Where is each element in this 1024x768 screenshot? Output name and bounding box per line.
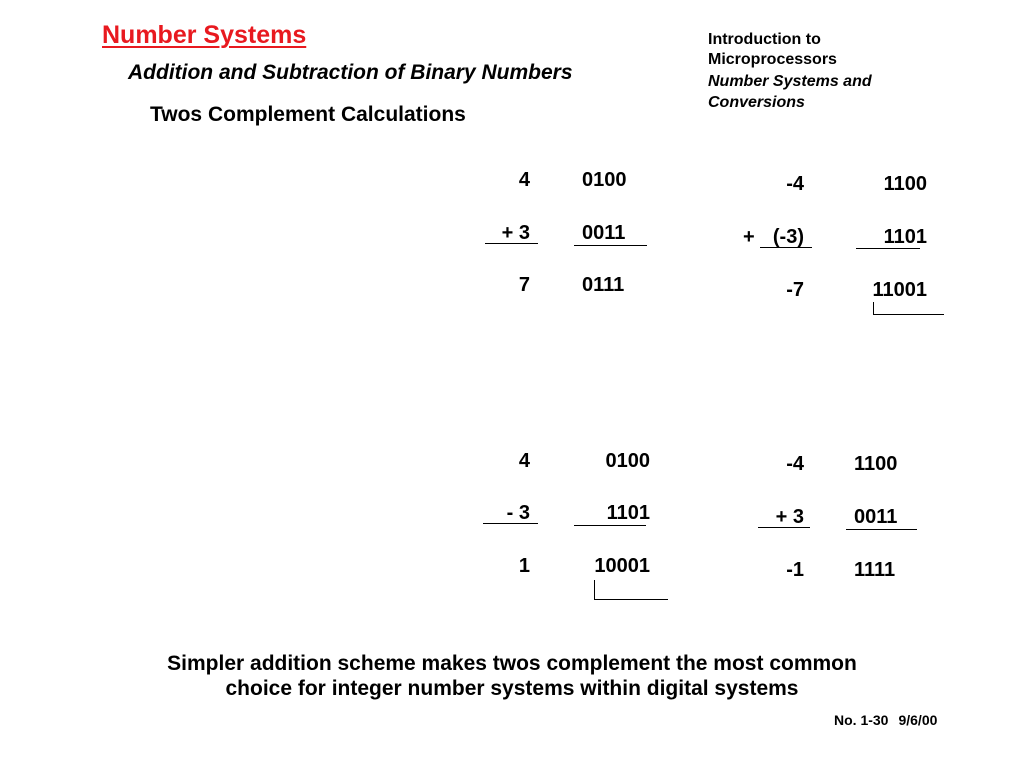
decimal-operand-2: - 3: [506, 502, 530, 524]
decimal-operand-1: 4: [518, 450, 530, 472]
binary-result: 1111: [854, 559, 896, 581]
decimal-result: -1: [786, 559, 804, 581]
decimal-operand-2: (-3): [772, 226, 804, 248]
page-title: Number Systems: [102, 21, 307, 49]
sum-rule-decimal: [483, 523, 538, 524]
binary-result: 0111: [582, 274, 625, 296]
slide-date: 9/6/00: [898, 712, 938, 728]
decimal-result: 1: [518, 555, 530, 577]
binary-operand-1: 1100: [883, 173, 927, 195]
slide-number: No. 1-30: [834, 712, 889, 728]
carry-marker: [594, 580, 595, 599]
binary-operand-1: 0100: [582, 169, 627, 191]
course-title-line2: Microprocessors: [708, 51, 837, 68]
sum-rule-decimal: [760, 247, 812, 248]
section-heading: Twos Complement Calculations: [150, 103, 466, 126]
sum-rule-binary: [856, 248, 920, 249]
page-subtitle: Addition and Subtraction of Binary Numbers: [128, 61, 573, 84]
sum-rule-binary: [846, 529, 917, 530]
slide-footer: [834, 712, 937, 728]
conclusion-line-1: Simpler addition scheme makes twos complement the most common: [167, 652, 857, 675]
binary-operand-2: 0011: [582, 222, 626, 244]
sum-rule-decimal: [758, 527, 810, 528]
decimal-result: -7: [786, 279, 804, 301]
sum-rule-binary: [574, 525, 646, 526]
sum-rule-decimal: [485, 243, 538, 244]
course-topic-line1: Number Systems and: [708, 73, 872, 90]
binary-operand-2: 1101: [606, 502, 650, 524]
sum-rule-binary: [574, 245, 647, 246]
binary-result: 10001: [594, 555, 650, 577]
decimal-operand-1: -4: [786, 173, 804, 195]
binary-operand-1: 0100: [605, 450, 650, 472]
plus-sign: +: [743, 226, 755, 248]
decimal-operand-2: + 3: [501, 222, 530, 244]
carry-discard-rule: [594, 599, 668, 600]
decimal-result: 7: [518, 274, 530, 296]
course-topic-line2: Conversions: [708, 94, 805, 111]
course-title-line1: Introduction to: [708, 31, 821, 48]
binary-operand-2: 1101: [883, 226, 927, 248]
binary-operand-2: 0011: [854, 506, 898, 528]
carry-marker: [873, 302, 874, 314]
decimal-operand-2: + 3: [775, 506, 804, 528]
carry-discard-rule: [873, 314, 944, 315]
binary-operand-1: 1100: [854, 453, 898, 475]
binary-result: 11001: [872, 279, 927, 301]
conclusion-text: [0, 651, 1024, 701]
conclusion-line-2: choice for integer number systems within digital systems: [225, 677, 799, 700]
decimal-operand-1: 4: [518, 169, 530, 191]
decimal-operand-1: -4: [786, 453, 804, 475]
